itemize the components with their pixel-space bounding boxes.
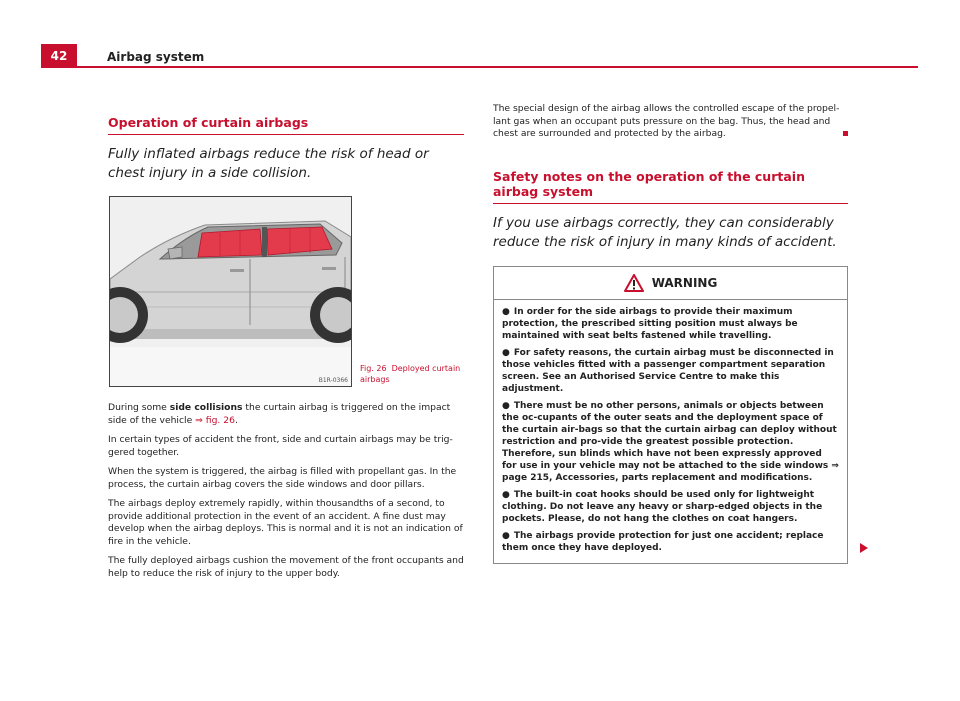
page-number: 42 — [41, 44, 77, 68]
figure-caption — [360, 363, 470, 385]
lead-text-left: Fully inflated airbags reduce the risk of head or chest injury in a side collision. — [108, 146, 429, 181]
paragraph-deploy-rapidly: The airbags deploy extremely rapidly, within thousandths of a second, to provide additional protection in the event of an accident. A fine dust may develop when the airbag deploys. This is normal and it is not an indication of fire in the vehicle. — [108, 498, 463, 547]
figure-code: B1R-0366 — [318, 377, 348, 384]
warning-list — [494, 300, 847, 563]
continued-arrow-icon — [860, 543, 868, 553]
paragraph-controlled-escape: The special design of the airbag allows the controlled escape of the propel-lant gas when an occupant puts pressure on the bag. Thus, the head and chest are surrounded and protected by the airbag. — [493, 103, 848, 141]
car-airbag-illustration — [109, 196, 352, 387]
figure-26 — [108, 196, 464, 386]
paragraph-triggered-together: In certain types of accident the front, side and curtain airbags may be trig-gered together. — [108, 434, 453, 458]
paragraph-cushion-movement: The fully deployed airbags cushion the movement of the front occupants and help to reduce the risk of injury to the upper body. — [108, 555, 464, 579]
emphasis-side-collisions: side collisions — [169, 402, 243, 413]
warning-item: ● There must be no other persons, animals or objects between the oc-cupants of the outer seats and the deployment space of the curtain air-bags so that the curtain airbag can deploy without restriction and pro-vide the greatest possible protection. Therefore, sun blinds which have not been expressly approved for use in your vehicle may not be attached to the side windows ⇒ page 215, Accessories, parts replacement and modifications. — [502, 400, 839, 483]
warning-title: WARNING — [651, 275, 718, 290]
car-side-view-icon — [110, 197, 351, 386]
lead-text-right: If you use airbags correctly, they can considerably reduce the risk of injury in many kinds of accident. — [493, 214, 837, 250]
warning-item: ● The airbags provide protection for just one accident; replace them once they have deployed. — [502, 530, 824, 553]
left-column — [108, 115, 464, 587]
section-title-safety-notes: Safety notes on the operation of the curtain airbag system — [493, 169, 848, 204]
figure-reference-link[interactable]: ⇒ fig. 26 — [195, 414, 235, 426]
figure-label: Fig. 26 — [360, 364, 387, 373]
paragraph-propellant-gas: When the system is triggered, the airbag is filled with propellant gas. In the process, the curtain airbag covers the side windows and door pillars. — [108, 466, 457, 490]
warning-triangle-icon — [624, 274, 644, 292]
warning-box — [493, 266, 848, 564]
warning-item: ● For safety reasons, the curtain airbag must be disconnected in those vehicles fitted with a passenger compartment separation screen. See an Authorised Service Centre to make this adjustment. — [502, 347, 834, 394]
right-column — [493, 103, 848, 564]
header-rule — [41, 66, 918, 68]
paragraph-side-collisions: During some side collisions the curtain airbag is triggered on the impact side of the vehicle ⇒ fig. 26. — [108, 402, 451, 426]
warning-item: ● The built-in coat hooks should be used only for lightweight clothing. Do not leave any heavy or sharp-edged objects in the pockets. Please, do not hang the clothes on coat hangers. — [502, 489, 823, 524]
warning-item: ● In order for the side airbags to provide their maximum protection, the prescribed sitting position must always be maintained with seat belts fastened while travelling. — [502, 306, 798, 341]
end-of-section-marker — [843, 131, 848, 136]
running-header-title: Airbag system — [107, 50, 205, 64]
warning-header — [494, 267, 847, 300]
figure-caption-text: Deployed curtain airbags — [360, 364, 461, 384]
section-title-curtain-airbags: Operation of curtain airbags — [108, 115, 464, 135]
